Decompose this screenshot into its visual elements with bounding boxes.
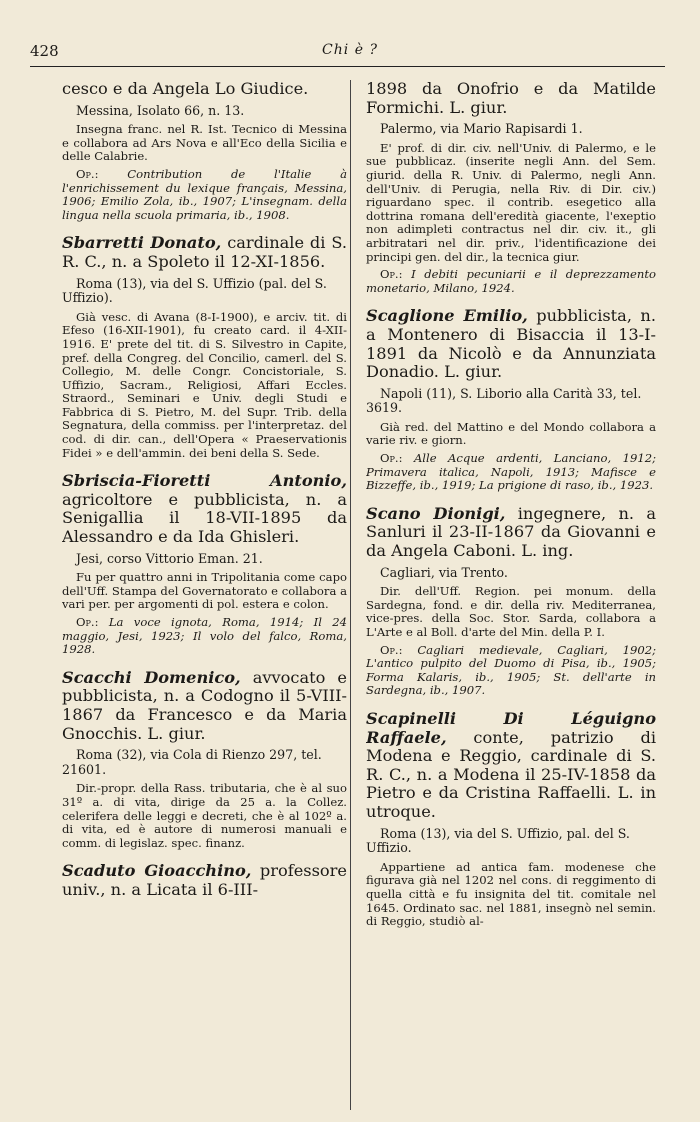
works-text: Contribution de l'Italie à l'enrichissement du lexique français, Messina, 1906; Emilio Zola, ib., 1907; L'insegnam. della lingua nella scuola primaria, ib., 1908. [62,166,347,222]
entry-name: Sbriscia-Fioretti Antonio, [62,471,347,491]
right-column [366,80,656,1110]
entry-body: Appartiene ad antica fam. modenese che figurava già nel 1202 nel cons. di reggimento di quella città e fu insignita del tit. comitale nel 1645. Ordinato sac. nel 1881, insegnò nel semin. di Reggio, studiò al- [366,859,656,929]
entry [366,80,656,295]
entry [62,669,347,851]
entry-address: Roma (13), via del S. Uffizio, pal. del S. Uffizio. [366,825,630,856]
entry-address: Napoli (11), S. Liborio alla Carità 33, tel. 3619. [366,385,642,416]
entry-heading [62,80,347,99]
entry-works [366,452,656,493]
entry-name: Scano Dionigi, [366,503,506,523]
entry-works [366,644,656,698]
entry-works [62,616,347,657]
page-header [30,42,670,66]
entry-name: Scaduto Gioacchino, [62,861,252,881]
entry-address: Messina, Isolato 66, n. 13. [76,102,245,118]
entry-body: Già vesc. di Avana (8-I-1900), e arciv. tit. di Efeso (16-XII-1901), fu creato card. il 4-XII-1916. E' prete del tit. di S. Silvestro in Capite, pref. della Congreg. del Concilio, camerl. del S. Collegio, M. delle Congr. Concistoriale, S. Uffizio, Sacram., Religiosi, Affari Eccles. Straord., Seminari e Univ. degli Studi e Fabbrica di S. Pietro, M. del Supr. Trib. della Segnatura, della commiss. per l'interpretaz. del cod. di dir. can., dell'Opera « Praeservationis Fidei » e dell'ammin. dei beni della S. Sede. [62,309,347,460]
works-text: Alle Acque ardenti, Lanciano, 1912; Primavera italica, Napoli, 1913; Mafisce e Bizzeffe, ib., 1919; La prigione di raso, ib., 1923. [366,451,656,493]
entry-name: Sbarretti Donato, [62,233,222,253]
entry-works [366,268,656,295]
entry-address: Palermo, via Mario Rapisardi 1. [380,121,583,137]
works-label: Op.: [380,451,403,466]
entry-address: Roma (32), via Cola di Rienzo 297, tel. 21601. [62,747,322,777]
column-divider [350,80,351,1110]
entry-heading-rest: agricoltore e pubblicista, n. a Senigallia il 18-VII-1895 da Alessandro e da Ida Ghisleri. [62,489,347,547]
entry [366,710,656,929]
entry-address: Roma (13), via del S. Uffizio (pal. del S. Uffizio). [62,275,327,306]
left-column [62,80,347,1110]
entry-heading [366,710,656,822]
entry-heading-rest: avvocato e pubblicista, n. a Codogno il 5-VIII-1867 da Francesco e da Maria Gnocchis. L. giur. [62,667,347,743]
entry-heading-rest: pubblicista, n. a Montenero di Bisaccia il 13-I-1891 da Nicolò e da Annunziata Donadio. L. giur. [366,306,656,382]
entry-heading-rest: conte, patrizio di Modena e Reggio, cardinale di S. R. C., n. a Modena il 25-IV-1858 da Pietro e da Cristina Raffaelli. L. in utroque. [366,727,656,821]
entry-heading [366,505,656,561]
entry [62,234,347,460]
entry-name: Scacchi Domenico, [62,667,241,687]
entry-name: Scapinelli Di Léguigno Raffaele, [366,708,656,747]
entry-heading-rest: ingegnere, n. a Sanluri il 23-II-1867 da Giovanni e da Angela Caboni. L. ing. [366,503,656,561]
entry-body: Fu per quattro anni in Tripolitania come capo dell'Uff. Stampa del Governatorato e collabora a vari per. per argomenti di pol. estera e colon. [62,570,347,612]
entry-heading [62,862,347,899]
works-label: Op.: [76,166,99,181]
entry-body: Dir. dell'Uff. Region. pei monum. della Sardegna, fond. e dir. della riv. Mediterranea, vice-pres. della Soc. Stor. Sarda, collabora a L'Arte e al Boll. d'arte del Min. della P. I. [366,584,656,639]
entry-heading-rest: cardinale di S. R. C., n. a Spoleto il 12-XI-1856. [62,233,347,271]
works-text: La voce ignota, Roma, 1914; Il 24 maggio, Jesi, 1923; Il volo del falco, Roma, 1928. [62,615,347,657]
header-rule [30,66,665,67]
works-label: Op.: [380,642,403,657]
page-number: 428 [30,42,59,60]
entry-heading [366,80,656,117]
entry-body: Dir.-propr. della Rass. tributaria, che è al suo 31º a. di vita, dirige da 25 a. la Collez. celerifera delle leggi e decreti, che è al 102º a. di vita, ed è autore di numerosi manuali e comm. di legislaz. spec. finanz. [62,781,347,850]
works-label: Op.: [380,267,403,282]
entry-body: Già red. del Mattino e del Mondo collabora a varie riv. e giorn. [366,419,656,448]
entry-heading [62,234,347,271]
entry-heading-rest: cesco e da Angela Lo Giudice. [62,80,309,98]
entry-body: E' prof. di dir. civ. nell'Univ. di Palermo, e le sue pubblicaz. (inserite negli Ann. del Sem. giurid. della R. Univ. di Palermo, negli Ann. dell'Univ. di Perugia, nella Riv. di Dir. civ.) riguardano spec. il contrib. esegetico alla dottrina romana dell'eredità giacente, l'exeptio non adimpleti contractus nel dir. civ. it., gli arbitratari nel dir. priv., l'identificazione dei principi gen. del dir., la tecnica giur. [366,140,656,264]
entry [366,505,656,698]
entry-heading [62,472,347,546]
entry [62,862,347,899]
entry-heading-rest: 1898 da Onofrio e da Matilde Formichi. L. giur. [366,80,656,117]
entry-heading-rest: professore univ., n. a Licata il 6-III- [62,861,347,899]
entry [62,80,347,222]
entry-address: Jesi, corso Vittorio Eman. 21. [76,550,263,566]
entry [62,472,347,657]
entry-name: Scaglione Emilio, [366,306,528,326]
entry-heading [62,669,347,743]
entry-works [62,168,347,222]
works-label: Op.: [76,615,99,629]
entry-body: Insegna franc. nel R. Ist. Tecnico di Messina e collabora ad Ars Nova e all'Eco della Sicilia e delle Calabrie. [62,122,347,164]
works-text: I debiti pecuniarii e il deprezzamento monetario, Milano, 1924. [366,267,656,295]
running-title: Chi è ? [322,42,378,58]
works-text: Cagliari medievale, Cagliari, 1902; L'antico pulpito del Duomo di Pisa, ib., 1905; Forma Kalaris, ib., 1905; St. dell'arte in Sardegna, ib., 1907. [366,642,656,698]
entry [366,307,656,493]
entry-address: Cagliari, via Trento. [380,564,508,580]
entry-heading [366,307,656,381]
